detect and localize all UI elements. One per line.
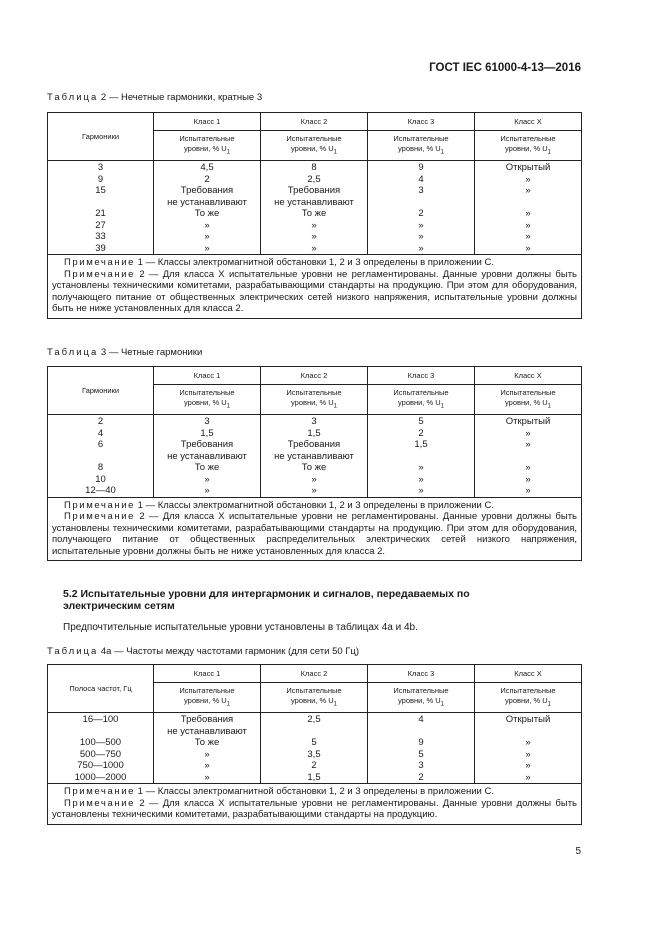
table-cell: Требования — [154, 439, 261, 451]
table-cell — [48, 197, 154, 209]
table-cell: 1,5 — [154, 428, 261, 440]
table-row — [48, 208, 582, 220]
table-row — [48, 243, 582, 255]
table-row — [48, 760, 582, 772]
table-cell: 1,5 — [261, 428, 368, 440]
levels-line2: уровни, % U — [290, 143, 334, 153]
table-cell: Открытый — [475, 415, 582, 428]
table-cell: » — [261, 243, 368, 255]
note-label: Примечание — [64, 786, 135, 797]
table-cell: » — [368, 220, 475, 232]
table-cell: » — [475, 174, 582, 186]
levels-line1: Испытательные — [500, 133, 556, 143]
levels-line1: Испытательные — [179, 685, 235, 695]
table-notes — [48, 784, 582, 825]
levels-line1: Испытательные — [179, 133, 235, 143]
table-cell: 2 — [154, 174, 261, 186]
table-cell: » — [368, 231, 475, 243]
table-row — [48, 231, 582, 243]
first-column-header: Полоса частот, Гц — [48, 665, 154, 713]
table-cell: 3 — [368, 760, 475, 772]
table-cell: 6 — [48, 439, 154, 451]
levels-subscript: 1 — [440, 403, 444, 410]
levels-line2: уровни, % U — [504, 397, 548, 407]
header-row — [48, 113, 582, 131]
levels-line2: уровни, % U — [183, 695, 227, 705]
table-cell: Требования — [154, 713, 261, 726]
levels-subscript: 1 — [333, 403, 337, 410]
levels-header — [154, 131, 261, 161]
table-cell: 100—500 — [48, 737, 154, 749]
levels-line1: Испытательные — [500, 387, 556, 397]
levels-header — [154, 683, 261, 713]
note-label: Примечание — [64, 499, 135, 511]
class-header: Класс 3 — [368, 665, 475, 683]
table4a-caption: Таблица 4а — Частоты между частотами гармоник (для сети 50 Гц) — [47, 646, 360, 657]
class-header: Класс 3 — [368, 113, 475, 131]
table-cell: » — [154, 243, 261, 255]
table-row — [48, 485, 582, 497]
table-row — [48, 185, 582, 197]
table-cell — [48, 726, 154, 738]
table-cell: 39 — [48, 243, 154, 255]
table-cell: » — [475, 485, 582, 497]
table-cell: » — [368, 243, 475, 255]
table-cell: » — [154, 474, 261, 486]
table-cell: 15 — [48, 185, 154, 197]
table-row — [48, 415, 582, 428]
table-cell: 16—100 — [48, 713, 154, 726]
table-notes — [48, 255, 582, 319]
class-header: Класс 1 — [154, 665, 261, 683]
table-cell — [48, 451, 154, 463]
table-cell: 3 — [261, 415, 368, 428]
note-text: 2 — Для класса Х испытательные уровни не регламентированы. Данные уровни должны быть установлены техническими комитетами, разрабатывающими стандарты на продукцию. При этом для оборудования, получающего питание от общественных электрических сетей низкого напряжения, испытательные уровни должны быть не ниже установленных для класса 2. — [52, 268, 578, 314]
table-cell: 12—40 — [48, 485, 154, 497]
levels-header — [261, 385, 368, 415]
table-cell: То же — [154, 208, 261, 220]
table-cell: 2 — [368, 208, 475, 220]
table-cell: » — [368, 485, 475, 497]
table-row — [48, 737, 582, 749]
table-cell: 8 — [48, 462, 154, 474]
note-label: Примечание — [64, 257, 135, 268]
table-cell: 1,5 — [261, 772, 368, 784]
class-header: Класс Х — [475, 113, 582, 131]
levels-header — [368, 385, 475, 415]
table-cell: » — [475, 231, 582, 243]
table-cell: 9 — [48, 174, 154, 186]
levels-line1: Испытательные — [393, 685, 449, 695]
header-row — [48, 665, 582, 683]
table-cell: Требования — [261, 439, 368, 451]
table-cell: 500—750 — [48, 749, 154, 761]
table-cell: » — [154, 749, 261, 761]
table-row — [48, 197, 582, 209]
class-header: Класс Х — [475, 367, 582, 385]
table-cell: 21 — [48, 208, 154, 220]
levels-subscript: 1 — [547, 149, 551, 156]
table-cell: не устанавливают — [154, 197, 261, 209]
note-label: Примечание — [64, 511, 135, 522]
note-1 — [52, 257, 577, 269]
levels-subscript: 1 — [333, 701, 337, 708]
table-cell: » — [154, 220, 261, 232]
table-cell: не устанавливают — [261, 451, 368, 463]
table-cell: 2 — [368, 772, 475, 784]
levels-subscript: 1 — [547, 701, 551, 708]
levels-header — [261, 683, 368, 713]
table-row — [48, 439, 582, 451]
table-cell: 4 — [368, 713, 475, 726]
table-cell: 4 — [368, 174, 475, 186]
levels-header — [475, 385, 582, 415]
table-cell: То же — [261, 462, 368, 474]
table-cell: 2 — [48, 415, 154, 428]
table-cell: 1000—2000 — [48, 772, 154, 784]
class-header: Класс 2 — [261, 113, 368, 131]
levels-subscript: 1 — [440, 149, 444, 156]
table-cell: » — [475, 760, 582, 772]
header-row — [48, 367, 582, 385]
table-cell: Требования — [261, 185, 368, 197]
class-header: Класс 3 — [368, 367, 475, 385]
levels-line1: Испытательные — [393, 387, 449, 397]
note-1 — [52, 786, 577, 798]
table3 — [47, 366, 582, 561]
levels-line2: уровни, % U — [397, 695, 441, 705]
levels-header — [261, 131, 368, 161]
levels-subscript: 1 — [547, 403, 551, 410]
table-cell: » — [475, 749, 582, 761]
levels-line2: уровни, % U — [290, 695, 334, 705]
levels-line1: Испытательные — [286, 133, 342, 143]
levels-subscript: 1 — [440, 701, 444, 708]
class-header: Класс Х — [475, 665, 582, 683]
table-cell: 4 — [48, 428, 154, 440]
first-column-header: Гармоники — [48, 367, 154, 415]
note-text: 2 — Для класса Х испытательные уровни не регламентированы. Данные уровни должны быть установлены техническими комитетами, разрабатывающими стандарты на продукцию. При этом для оборудования, получающего питание от общественных распределительных электрических сетей низкого напряжения, испытательные уровни должны быть не ниже установленных для класса 2. — [52, 511, 578, 557]
table-cell: » — [475, 737, 582, 749]
table-cell — [475, 726, 582, 738]
note-2 — [52, 511, 577, 557]
table-cell: 10 — [48, 474, 154, 486]
levels-line1: Испытательные — [179, 387, 235, 397]
note-row — [48, 497, 582, 561]
table2-caption: Таблица 2 — Нечетные гармоники, кратные 3 — [47, 92, 263, 103]
table-cell: 2 — [261, 760, 368, 772]
table-cell: » — [368, 474, 475, 486]
table-cell: » — [261, 220, 368, 232]
levels-line1: Испытательные — [286, 685, 342, 695]
table2 — [47, 112, 582, 319]
table-cell: То же — [154, 737, 261, 749]
levels-line1: Испытательные — [393, 133, 449, 143]
table-cell: » — [475, 220, 582, 232]
table4a — [47, 664, 582, 825]
table-cell: не устанавливают — [154, 726, 261, 738]
table-row — [48, 462, 582, 474]
levels-subscript: 1 — [226, 403, 230, 410]
table-row — [48, 451, 582, 463]
table-cell: 4,5 — [154, 161, 261, 174]
table-row — [48, 161, 582, 174]
table-cell: » — [475, 428, 582, 440]
table-cell: 27 — [48, 220, 154, 232]
table-cell: 2 — [368, 428, 475, 440]
table-cell — [368, 197, 475, 209]
levels-header — [475, 683, 582, 713]
note-label: Примечание — [64, 797, 135, 809]
table-cell: 3 — [368, 185, 475, 197]
table-cell: 5 — [368, 749, 475, 761]
table-row — [48, 174, 582, 186]
note-row — [48, 784, 582, 825]
note-text: 1 — Классы электромагнитной обстановки 1, 2 и 3 определены в приложении С. — [137, 786, 494, 797]
table-cell: 8 — [261, 161, 368, 174]
table-cell: 2,5 — [261, 713, 368, 726]
levels-line2: уровни, % U — [183, 397, 227, 407]
section-heading: 5.2 Испытательные уровни для интергармоник и сигналов, передаваемых по электрическим сетям — [63, 588, 470, 612]
levels-line2: уровни, % U — [397, 143, 441, 153]
table-cell: » — [154, 485, 261, 497]
table-cell: 1,5 — [368, 439, 475, 451]
table-cell: » — [475, 439, 582, 451]
note-text: 1 — Классы электромагнитной обстановки 1, 2 и 3 определены в приложении С. — [137, 499, 494, 511]
table-cell: » — [261, 231, 368, 243]
table-cell: » — [475, 474, 582, 486]
table-cell: » — [475, 208, 582, 220]
table-cell: 33 — [48, 231, 154, 243]
table-cell: » — [154, 760, 261, 772]
class-header: Класс 2 — [261, 367, 368, 385]
levels-line2: уровни, % U — [290, 397, 334, 407]
levels-header — [154, 385, 261, 415]
table-cell: » — [261, 485, 368, 497]
table-row — [48, 726, 582, 738]
table3-caption: Таблица 3 — Четные гармоники — [47, 347, 203, 358]
table-cell: » — [261, 474, 368, 486]
note-text: 2 — Для класса Х испытательные уровни не регламентированы. Данные уровни должны быть установлены техническими комитетами, разрабатывающими стандарты на продукцию. — [52, 797, 578, 820]
table-row — [48, 220, 582, 232]
table-cell — [368, 726, 475, 738]
table-row — [48, 772, 582, 784]
table-cell — [368, 451, 475, 463]
table-cell: 3 — [48, 161, 154, 174]
table-cell — [475, 197, 582, 209]
table-cell: Открытый — [475, 713, 582, 726]
note-text: 1 — Классы электромагнитной обстановки 1, 2 и 3 определены в приложении С. — [137, 257, 494, 268]
note-2 — [52, 798, 577, 821]
levels-subscript: 1 — [226, 701, 230, 708]
table-row — [48, 428, 582, 440]
levels-header — [368, 131, 475, 161]
levels-subscript: 1 — [226, 149, 230, 156]
note-label: Примечание — [64, 268, 135, 280]
table-cell: То же — [154, 462, 261, 474]
table-cell: не устанавливают — [154, 451, 261, 463]
table-cell: 9 — [368, 737, 475, 749]
levels-line2: уровни, % U — [183, 143, 227, 153]
levels-subscript: 1 — [333, 149, 337, 156]
page-number: 5 — [575, 846, 581, 857]
table-cell — [261, 726, 368, 738]
table-cell: » — [475, 772, 582, 784]
table-cell: » — [368, 462, 475, 474]
table-row — [48, 474, 582, 486]
table-row — [48, 713, 582, 726]
table-cell: 9 — [368, 161, 475, 174]
section-paragraph: Предпочтительные испытательные уровни установлены в таблицах 4а и 4b. — [63, 622, 418, 633]
table-cell: не устанавливают — [261, 197, 368, 209]
table-cell: 2,5 — [261, 174, 368, 186]
table-cell: 5 — [261, 737, 368, 749]
table-cell: » — [475, 185, 582, 197]
table-cell: 3,5 — [261, 749, 368, 761]
class-header: Класс 1 — [154, 367, 261, 385]
table-cell — [475, 451, 582, 463]
table-cell: Требования — [154, 185, 261, 197]
standard-designation: ГОСТ IEC 61000-4-13—2016 — [429, 62, 581, 74]
levels-line1: Испытательные — [500, 685, 556, 695]
table-cell: 750—1000 — [48, 760, 154, 772]
levels-line1: Испытательные — [286, 387, 342, 397]
levels-line2: уровни, % U — [504, 695, 548, 705]
table-cell: 3 — [154, 415, 261, 428]
levels-line2: уровни, % U — [504, 143, 548, 153]
table-cell: » — [154, 772, 261, 784]
class-header: Класс 1 — [154, 113, 261, 131]
levels-header — [368, 683, 475, 713]
first-column-header: Гармоники — [48, 113, 154, 161]
note-row — [48, 255, 582, 319]
levels-line2: уровни, % U — [397, 397, 441, 407]
class-header: Класс 2 — [261, 665, 368, 683]
table-cell: То же — [261, 208, 368, 220]
table-notes — [48, 497, 582, 561]
levels-header — [475, 131, 582, 161]
table-cell: » — [475, 243, 582, 255]
table-cell: Открытый — [475, 161, 582, 174]
table-row — [48, 749, 582, 761]
note-2 — [52, 269, 577, 315]
table-cell: » — [475, 462, 582, 474]
table-cell: » — [154, 231, 261, 243]
note-1 — [52, 500, 577, 512]
table-cell: 5 — [368, 415, 475, 428]
